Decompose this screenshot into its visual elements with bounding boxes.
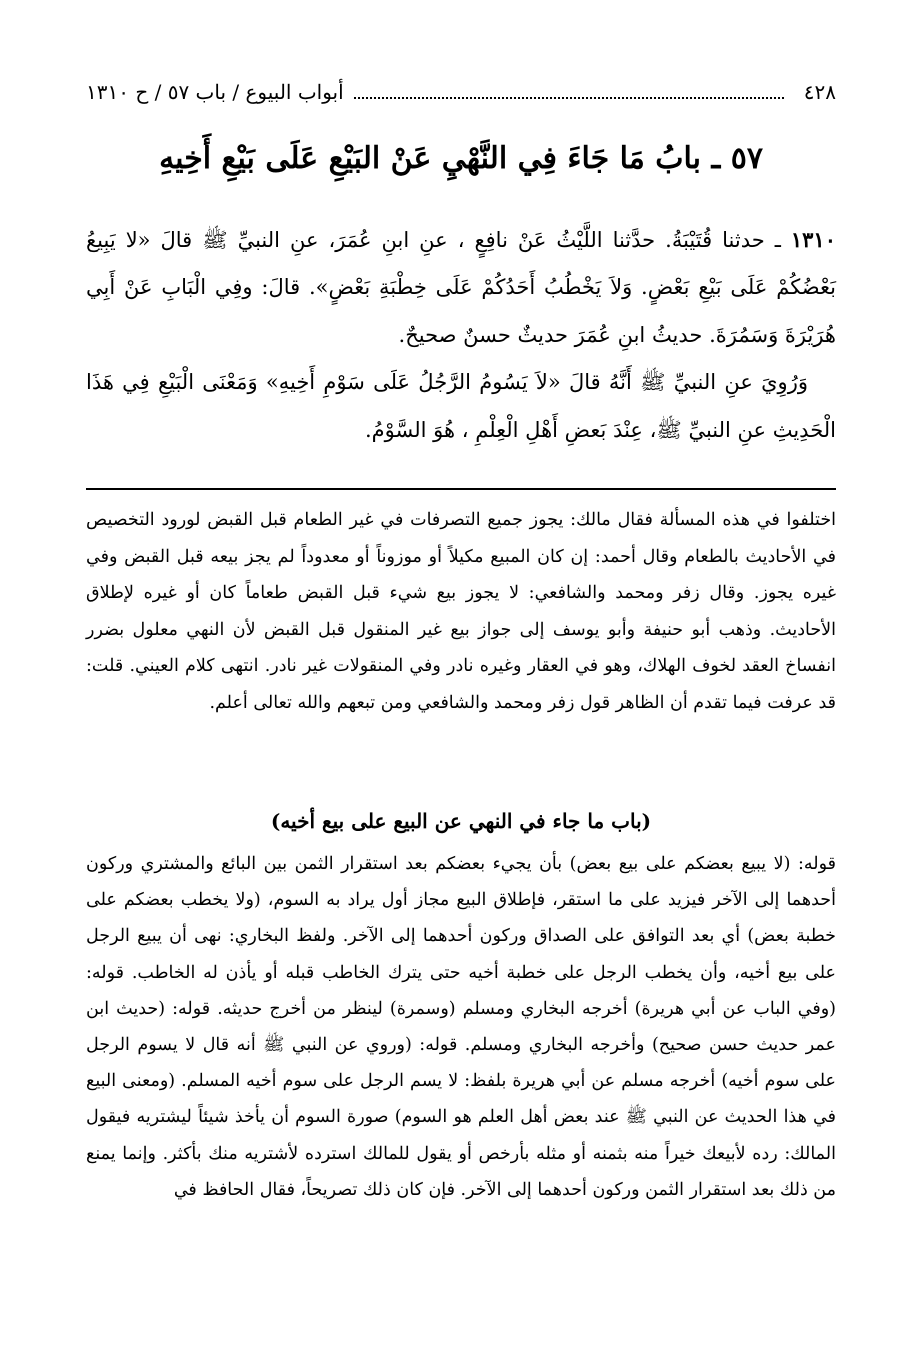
page-header: [86, 80, 836, 110]
footnote-separator: [86, 488, 836, 490]
section-title: (باب ما جاء في النهي عن البيع على بيع أخيه): [270, 809, 652, 833]
page-number: ٤٢٨: [803, 80, 836, 104]
commentary-2-paragraph: قوله: (لا يبيع بعضكم على بيع بعض) بأن يجيء بعضكم بعد استقرار الثمن بين البائع والمشتري وركون أحدهما إلى الآخر فيزيد على ما استقر، فإطلاق البيع مجاز أول يراد به السوم، (ولا يخطب بعضكم على خطبة بعض) أي بعد التوافق على الصداق وركون أحدهما إلى الآخر. ولفظ البخاري: نهى أن يبيع الرجل على بيع أخيه، وأن يخطب الرجل على خطبة أخيه حتى يترك الخاطب قبله أو يأذن له الخاطب. قوله: (وفي الباب عن أبي هريرة) أخرجه البخاري ومسلم (وسمرة) لينظر من أخرج حديثه. قوله: (حديث ابن عمر حديث حسن صحيح) وأخرجه البخاري ومسلم. قوله: (وروي عن النبي ﷺ أنه قال لا يسوم الرجل على سوم أخيه) أخرجه مسلم عن أبي هريرة بلفظ: لا يسم الرجل على سوم أخيه المسلم. (ومعنى البيع في هذا الحديث عن النبي ﷺ عند بعض أهل العلم هو السوم) صورة السوم أن يأخذ شيئاً ليشتريه فيقول المالك: رده لأبيعك خيراً منه بثمنه أو مثله بأرخص أو يقول للمالك استرده لأشتريه منك بأكثر. وإنما يمنع من ذلك بعد استقرار الثمن وركون أحدهما إلى الآخر. فإن كان ذلك تصريحاً، فقال الحافظ في: [86, 854, 836, 1200]
commentary-block-2: [86, 846, 836, 1208]
chapter-title: ٥٧ ـ بابُ مَا جَاءَ فِي النَّهْيِ عَنْ البَيْعِ عَلَى بَيْعِ أَخِيهِ: [159, 141, 763, 176]
hadith-text: [86, 216, 836, 454]
header-dotted-leader: [354, 85, 784, 99]
commentary-block: [86, 502, 836, 721]
hadith-paragraph-2: وَرُوِيَ عنِ النبيِّ ﷺ أَنَّهُ قالَ «لاَ يَسُومُ الرَّجُلُ عَلَى سَوْمِ أَخِيهِ» وَمَعْنَى الْبَيْعِ فِي هَذَا الْحَدِيثِ عنِ النبيِّ ﷺ، عِنْدَ بَعضِ أَهْلِ الْعِلْمِ ، هُوَ السَّوْمُ.: [86, 370, 836, 442]
hadith-paragraph-1-text: ـ حدثنا قُتَيْبَةُ. حدَّثنا اللَّيْثُ عَنْ نافِعٍ ، عنِ ابنِ عُمَرَ، عنِ النبيِّ ﷺ قالَ «لا يَبِيعُ بَعْضُكُمْ عَلَى بَيْعِ بَعْضٍ. وَلاَ يَخْطُبُ أَحَدُكُمْ عَلَى خِطْبَةِ بَعْضٍ». قالَ: وفِي الْبَابِ عَنْ أَبِي هُرَيْرَةَ وَسَمُرَةَ. حديثُ ابنِ عُمَرَ حديثٌ حسنٌ صحيحٌ.: [86, 228, 836, 347]
running-title: أبواب البيوع / باب ٥٧ / ح ١٣١٠: [86, 80, 344, 104]
commentary-paragraph: اختلفوا في هذه المسألة فقال مالك: يجوز جميع التصرفات في غير الطعام قبل القبض لورود التخصيص في الأحاديث بالطعام وقال أحمد: إن كان المبيع مكيلاً أو موزوناً أو معدوداً لم يجز بيعه قبل القبض وفي غيره يجوز. وقال زفر ومحمد والشافعي: لا يجوز بيع شيء قبل القبض طعاماً كان أو غيره لإطلاق الأحاديث. وذهب أبو حنيفة وأبو يوسف إلى جواز بيع غير المنقول قبل القبض لأن النهي معلول بضرر انفساخ العقد لخوف الهلاك، وهو في العقار وغيره نادر وفي المنقولات غير نادر. انتهى كلام العيني. قلت: قد عرفت فيما تقدم أن الظاهر قول زفر ومحمد والشافعي ومن تبعهم والله تعالى أعلم.: [86, 510, 836, 713]
hadith-paragraph-1: [86, 216, 836, 359]
hadith-number: ١٣١٠: [790, 227, 836, 252]
